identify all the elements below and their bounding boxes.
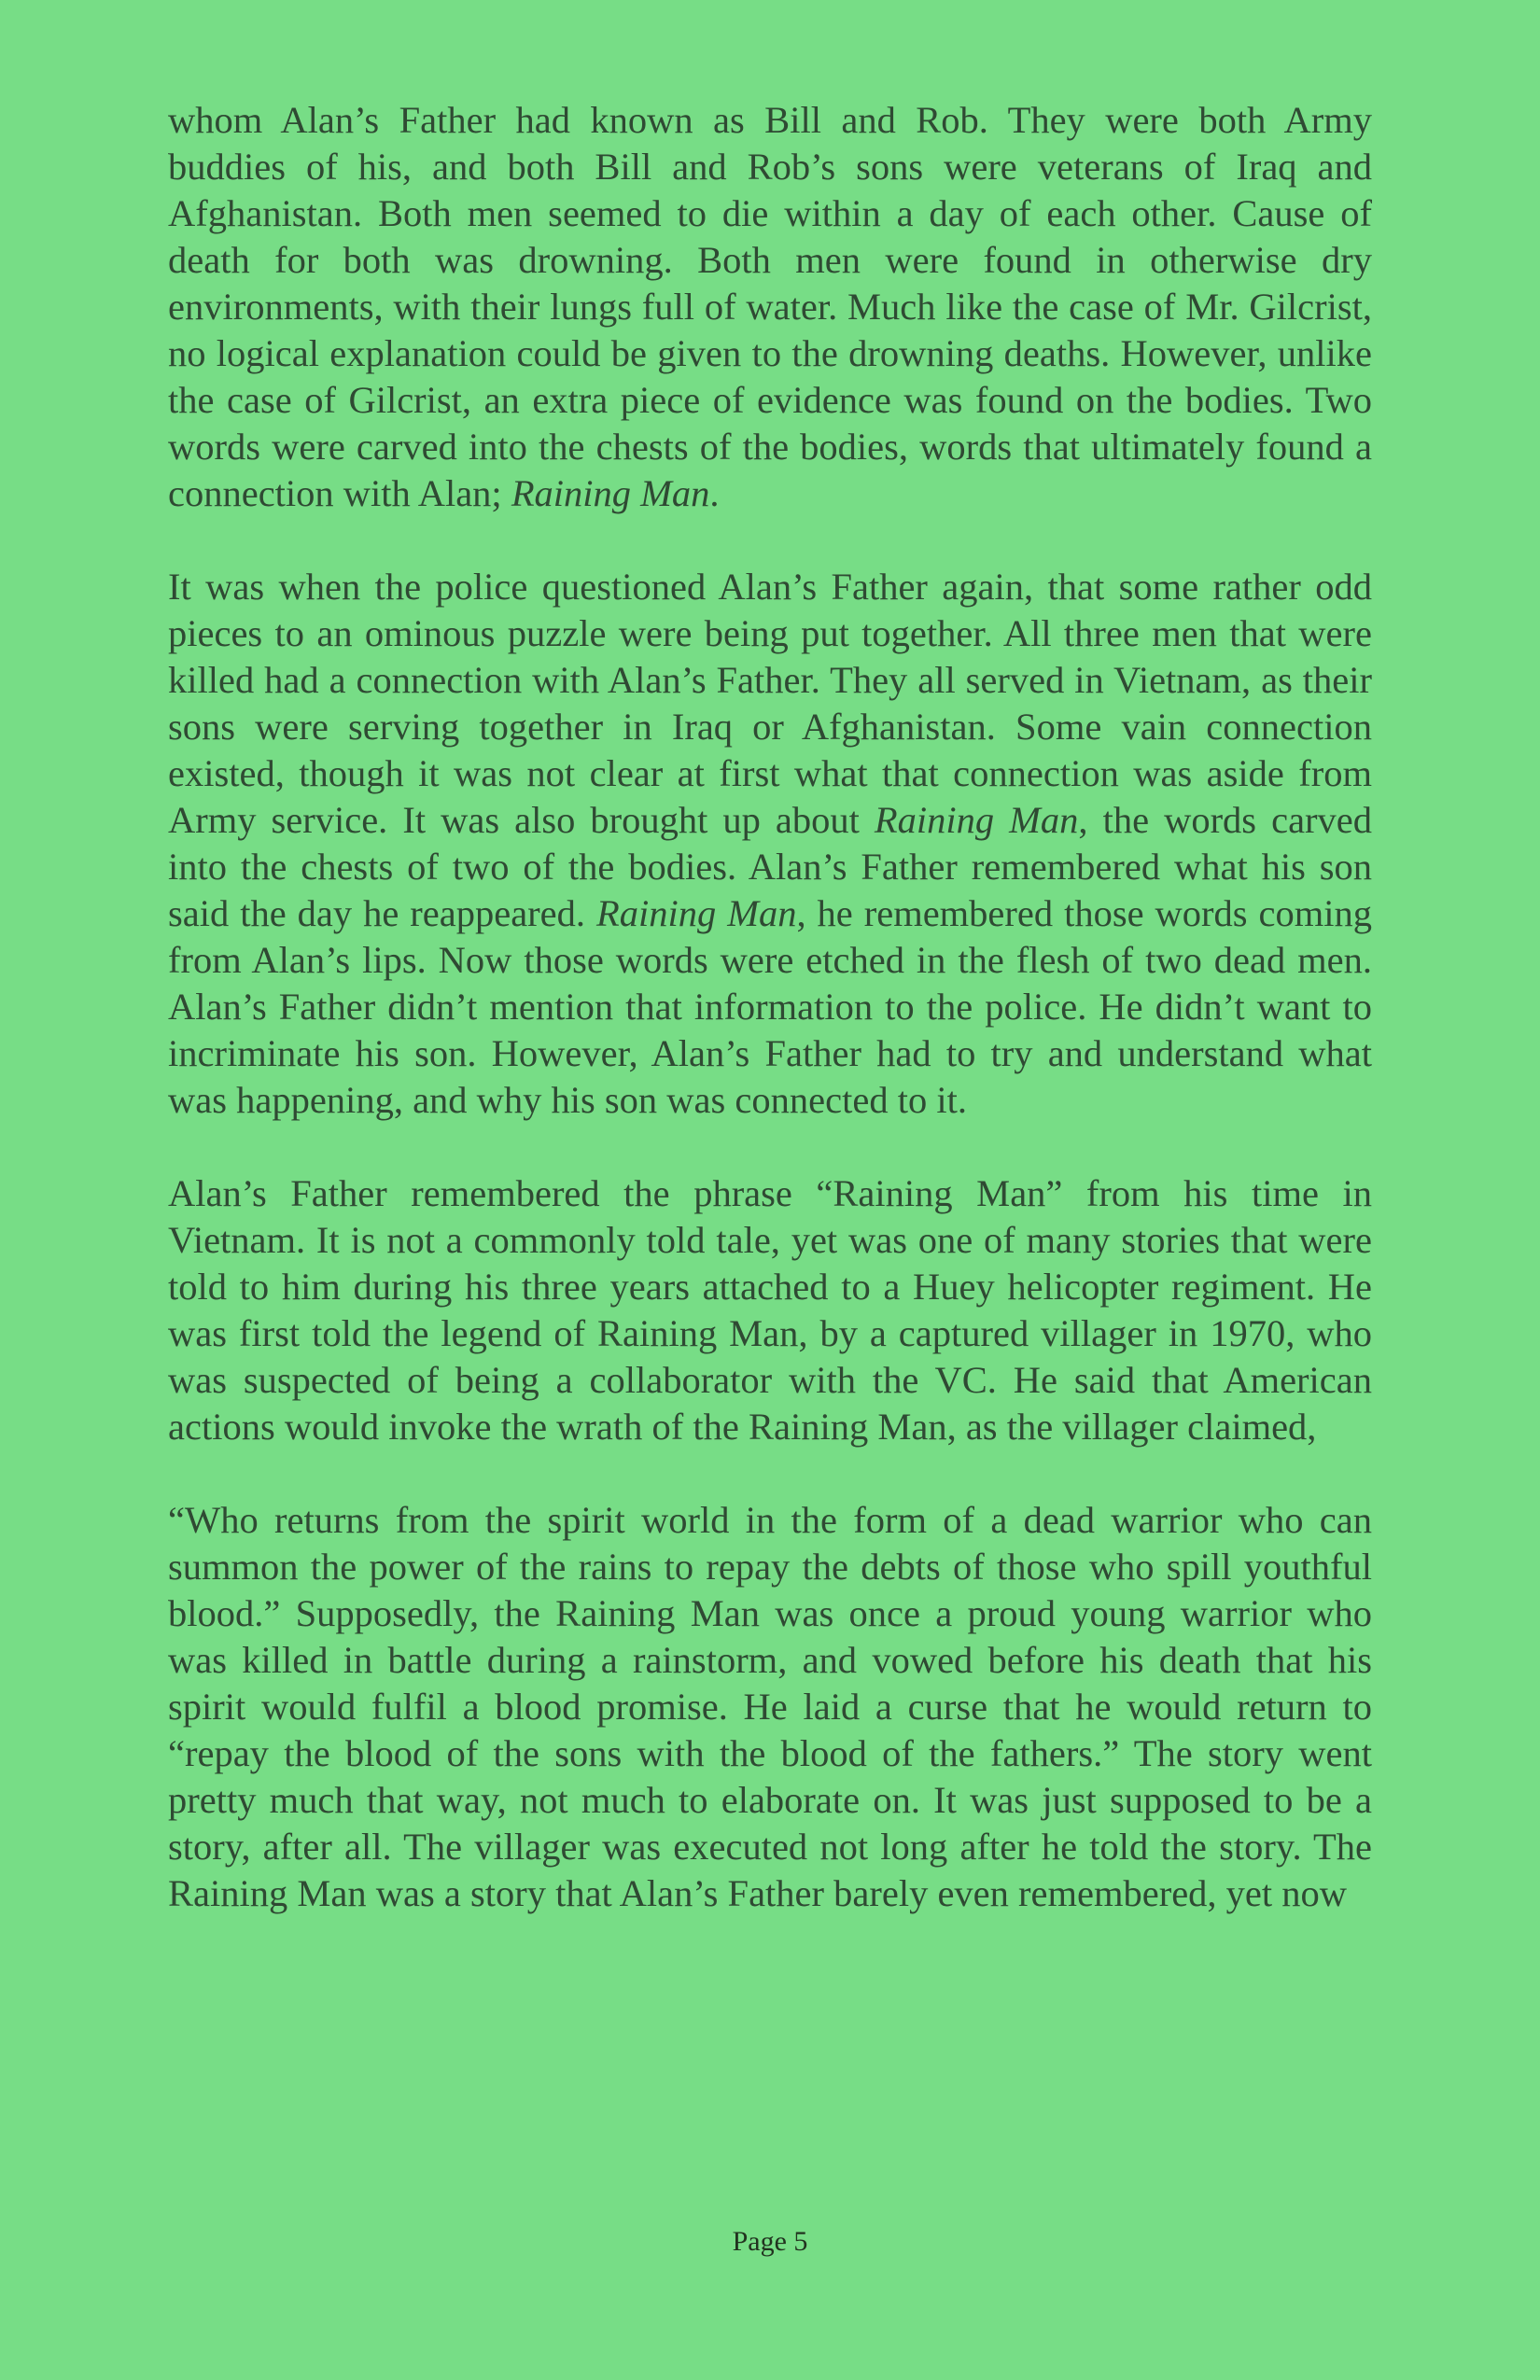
document-body <box>168 97 1372 1964</box>
page-number: Page 5 <box>732 2226 808 2257</box>
paragraph-2-text-a: It was when the police questioned Alan’s Father again, that some rather odd pieces to an ominous puzzle were being put together. All three men that were killed had a connection with Alan’s Father. They all served in Vietnam, as their sons were serving together in Iraq or Afghanistan. Some vain connection existed, though it was not clear at first what that connection was aside from Army service. It was also brought up about <box>168 566 1372 841</box>
paragraph-2-text-b: , the words carved into the chests of two of the bodies. Alan’s Father remembered what his son said the day he reappeared. <box>168 799 1373 934</box>
paragraph-2-emphasis-2: Raining Man <box>596 892 797 934</box>
paragraph-1-end: . <box>709 472 720 514</box>
paragraph-2-text-c: , he remembered those words coming from Alan’s lips. Now those words were etched in the flesh of two dead men. Alan’s Father didn’t mention that information to the police. He didn’t want to incriminate his son. However, Alan’s Father had to try and understand what was happening, and why his son was connected to it. <box>168 892 1372 1121</box>
paragraph-1-emphasis: Raining Man <box>511 472 710 514</box>
paragraph-1-text: whom Alan’s Father had known as Bill and Rob. They were both Army buddies of his, and both Bill and Rob’s sons were veterans of Iraq and Afghanistan. Both men seemed to die within a day of each other. Cause of death for both was drowning. Both men were found in otherwise dry environments, with their lungs full of water. Much like the case of Mr. Gilcrist, no logical explanation could be given to the drowning deaths. However, unlike the case of Gilcrist, an extra piece of evidence was found on the bodies. Two words were carved into the chests of the bodies, words that ultimately found a connection with Alan; <box>168 99 1372 514</box>
paragraph-2-emphasis-1: Raining Man <box>874 799 1079 841</box>
paragraph-3: Alan’s Father remembered the phrase “Raining Man” from his time in Vietnam. It is not a commonly told tale, yet was one of many stories that were told to him during his three years attached to a Huey helicopter regiment. He was first told the legend of Raining Man, by a captured villager in 1970, who was suspected of being a collaborator with the VC. He said that American actions would invoke the wrath of the Raining Man, as the villager claimed, <box>168 1172 1372 1448</box>
paragraph-1 <box>168 97 1372 517</box>
paragraph-4: “Who returns from the spirit world in the form of a dead warrior who can summon the power of the rains to repay the debts of those who spill youthful blood.” Supposedly, the Raining Man was once a proud young warrior who was killed in battle during a rainstorm, and vowed before his death that his spirit would fulfil a blood promise. He laid a curse that he would return to “repay the blood of the sons with the blood of the fathers.” The story went pretty much that way, not much to elaborate on. It was just supposed to be a story, after all. The villager was executed not long after he told the story. The Raining Man was a story that Alan’s Father barely even remembered, yet now <box>168 1499 1372 1914</box>
paragraph-2 <box>168 564 1372 1124</box>
